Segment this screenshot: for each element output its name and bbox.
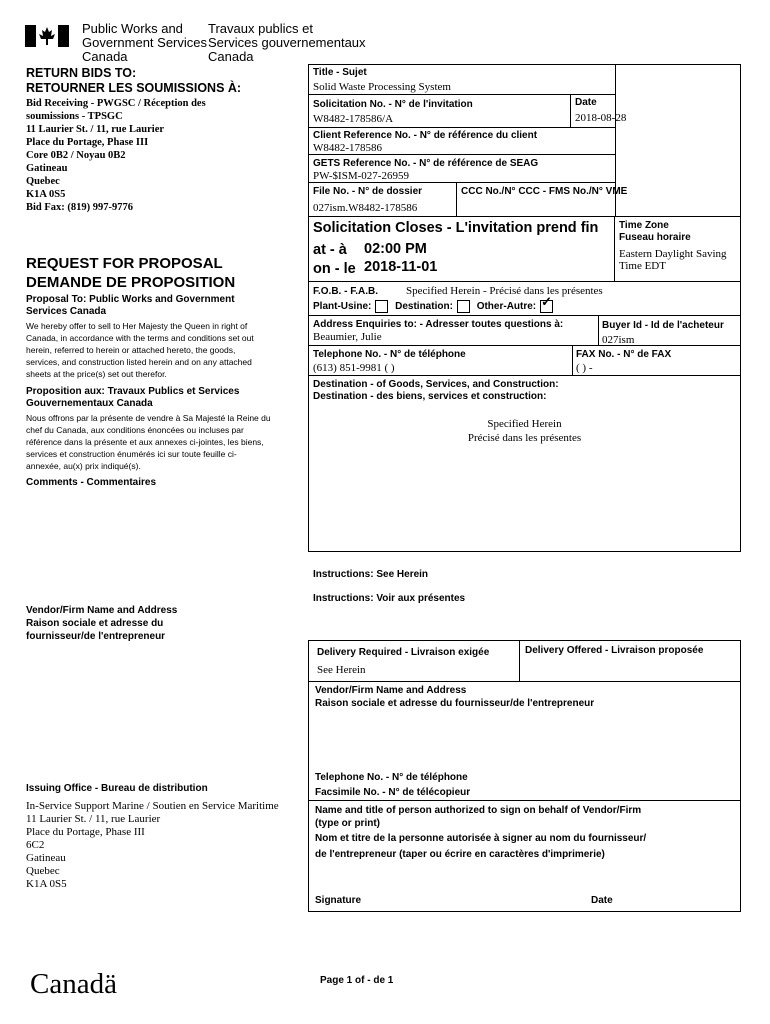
other-label: Other-Autre: — [476, 301, 537, 313]
destination-value-en: Specified Herein — [487, 418, 562, 430]
return-bids-address — [26, 97, 296, 214]
client-ref-label: Client Reference No. - N° de référence du client — [313, 130, 538, 141]
vendor-left-label-line: fournisseur/de l'entrepreneur — [26, 631, 166, 642]
signature-label: Signature — [315, 895, 362, 906]
fob-options — [313, 294, 557, 313]
check-icon: ✓ — [541, 294, 553, 309]
delivery-required-value: See Herein — [317, 664, 366, 676]
proposal-to-label: Proposal To: Public Works and Government Services Canada — [26, 294, 235, 317]
destination-checkbox[interactable] — [457, 300, 470, 313]
vendor-label-en: Vendor/Firm Name and Address — [315, 685, 467, 696]
fob-value: Specified Herein - Précisé dans les présentes — [406, 285, 603, 297]
instructions-fr: Instructions: Voir aux présentes — [313, 593, 466, 604]
proposition-label: Proposition aux: Travaux Publics et Services Gouvernementaux Canada — [26, 386, 240, 409]
bid-fax: Bid Fax: (819) 997-9776 — [26, 202, 134, 213]
address-line: Gatineau — [26, 163, 68, 174]
issuing-office-line: Gatineau — [26, 852, 66, 864]
dept-fr-line: Canada — [208, 49, 254, 64]
plant-checkbox[interactable] — [375, 300, 388, 313]
issuing-office-address — [26, 800, 306, 891]
telephone-label: Telephone No. - N° de téléphone — [313, 349, 466, 360]
tz-value: Eastern Daylight Saving Time EDT — [619, 248, 727, 272]
instructions-en: Instructions: See Herein — [313, 569, 429, 580]
vendor-left-label-line: Raison sociale et adresse du — [26, 618, 164, 629]
destination-label-en: Destination - of Goods, Services, and Construction: — [313, 379, 559, 390]
address-line: 11 Laurier St. / 11, rue Laurier — [26, 124, 165, 135]
rfp-title-fr: DEMANDE DE PROPOSITION — [26, 274, 236, 291]
comments-label: Comments - Commentaires — [26, 477, 157, 488]
file-value: 027ism.W8482-178586 — [313, 202, 418, 214]
vendor-left-label — [26, 604, 177, 643]
address-line: K1A 0S5 — [26, 189, 66, 200]
on-label: on - le — [313, 261, 356, 277]
solicitation-label: Solicitation No. - N° de l'invitation — [313, 99, 473, 110]
client-ref-value: W8482-178586 — [313, 142, 383, 154]
issuing-office-line: Quebec — [26, 865, 60, 877]
delivery-offered-label: Delivery Offered - Livraison proposée — [525, 645, 704, 656]
tz-label-fr: Fuseau horaire — [619, 232, 691, 243]
address-line: Place du Portage, Phase III — [26, 137, 149, 148]
authorized-label-2: (type or print) — [315, 818, 380, 829]
return-bids-title-fr: RETOURNER LES SOUMISSIONS À: — [26, 81, 242, 95]
issuing-office-line: 11 Laurier St. / 11, rue Laurier — [26, 813, 161, 825]
return-bids-title-en: RETURN BIDS TO: — [26, 66, 137, 80]
file-label: File No. - N° de dossier — [313, 186, 423, 197]
issuing-office-label: Issuing Office - Bureau de distribution — [26, 783, 208, 794]
gets-label: GETS Reference No. - N° de référence de SEAG — [313, 158, 539, 169]
address-enquiries-value: Beaumier, Julie — [313, 331, 382, 343]
proposal-to-text: We hereby offer to sell to Her Majesty the Queen in right of Canada, in accordance with the terms and conditions set out herein, referred to herein or attached hereto, the goods, services, and construction listed herein and on any attached sheets at the price(s) set out therefor. — [26, 321, 254, 379]
vendor-fax-label: Facsimile No. - N° de télécopieur — [315, 787, 471, 798]
tz-label: Time Zone — [619, 220, 669, 231]
closing-time: 02:00 PM — [364, 241, 427, 257]
return-bids-title — [26, 66, 241, 96]
buyer-id-label: Buyer Id - Id de l'acheteur — [602, 320, 724, 331]
at-label: at - à — [313, 242, 347, 258]
dept-en-line: Government Services — [82, 35, 207, 50]
title-label: Title - Sujet — [313, 67, 367, 78]
destination-label: Destination: — [395, 301, 453, 313]
issuing-office-line: Place du Portage, Phase III — [26, 826, 145, 838]
solicitation-value: W8482-178586/A — [313, 113, 394, 125]
issuing-office-line: K1A 0S5 — [26, 878, 67, 890]
delivery-required-label: Delivery Required - Livraison exigée — [317, 647, 490, 658]
date-label: Date — [575, 97, 597, 108]
vendor-label-fr: Raison sociale et adresse du fournisseur/de l'entrepreneur — [315, 698, 595, 709]
vendor-telephone-label: Telephone No. - N° de téléphone — [315, 772, 468, 783]
dept-fr-line: Services gouvernementaux — [208, 35, 366, 50]
dept-fr-line: Travaux publics et — [208, 21, 314, 36]
plant-label: Plant-Usine: — [313, 301, 372, 313]
dept-name-fr — [208, 22, 366, 64]
address-line: Bid Receiving - PWGSC / Réception des — [26, 98, 206, 109]
issuing-office-line: 6C2 — [26, 839, 45, 851]
dept-en-line: Public Works and — [82, 21, 183, 36]
rfp-title — [26, 254, 235, 292]
ccc-label: CCC No./N° CCC - FMS No./N° VME — [461, 186, 628, 197]
fax-label: FAX No. - N° de FAX — [576, 349, 672, 360]
buyer-id-value: 027ism — [602, 334, 635, 346]
other-checkbox[interactable] — [540, 294, 553, 313]
address-line: soumissions - TPSGC — [26, 111, 123, 122]
address-line: Quebec — [26, 176, 60, 187]
address-enquiries-label: Address Enquiries to: - Adresser toutes questions à: — [313, 319, 564, 330]
fob-label: F.O.B. - F.A.B. — [313, 286, 378, 297]
signature-date-label: Date — [591, 895, 613, 906]
title-value: Solid Waste Processing System — [313, 81, 451, 93]
vendor-left-label-line: Vendor/Firm Name and Address — [26, 605, 178, 616]
dept-en-line: Canada — [82, 49, 128, 64]
closing-date: 2018-11-01 — [364, 259, 438, 275]
proposition-text: Nous offrons par la présente de vendre à Sa Majesté la Reine du chef du Canada, aux conditions énoncées ou incluses par référence dans la présente et aux annexes ci-jointes, les biens, services et construction énumérés ici sur toute feuille ci-annexée, au(x) prix indiqué(s). — [26, 413, 271, 471]
destination-value-fr: Précisé dans les présentes — [467, 432, 582, 444]
canada-wordmark: Canadä — [30, 968, 117, 1000]
dept-name-en — [82, 22, 207, 64]
fax-value: ( ) - — [576, 362, 593, 374]
gets-value: PW-$ISM-027-26959 — [313, 170, 409, 182]
destination-label-fr: Destination - des biens, services et construction: — [313, 391, 547, 402]
canada-flag-logo — [25, 25, 69, 47]
address-line: Core 0B2 / Noyau 0B2 — [26, 150, 126, 161]
telephone-value: (613) 851-9981 ( ) — [313, 362, 395, 374]
closes-label: Solicitation Closes - L'invitation prend fin — [313, 220, 599, 236]
issuing-office-line: In-Service Support Marine / Soutien en Service Maritime — [26, 800, 279, 812]
authorized-label-1: Name and title of person authorized to sign on behalf of Vendor/Firm — [315, 805, 642, 816]
rfp-title-en: REQUEST FOR PROPOSAL — [26, 255, 223, 272]
date-value: 2018-08-28 — [575, 112, 627, 124]
authorized-label-3: Nom et titre de la personne autorisée à signer au nom du fournisseur/ — [315, 833, 647, 844]
page-number: Page 1 of - de 1 — [320, 975, 394, 986]
authorized-label-4: de l'entrepreneur (taper ou écrire en caractères d'imprimerie) — [315, 849, 605, 860]
